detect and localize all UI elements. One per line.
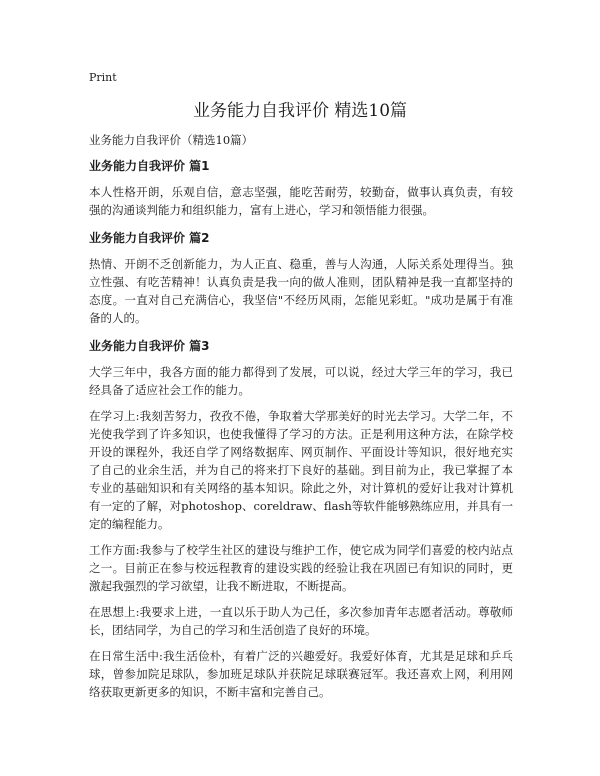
document-content [89,131,513,711]
section-heading: 业务能力自我评价 篇1 [89,159,210,173]
paragraph: 本人性格开朗，乐观自信，意志坚强，能吃苦耐劳，较勤奋，做事认真负责，有较强的沟通谈判能力和组织能力，富有上进心，学习和领悟能力很强。 [89,185,513,217]
paragraph: 大学三年中，我各方面的能力都得到了发展，可以说，经过大学三年的学习，我已经具备了适应社会工作的能力。 [89,365,513,397]
section-heading: 业务能力自我评价 篇3 [89,339,210,353]
print-label: Print [89,71,117,84]
section-heading: 业务能力自我评价 篇2 [89,231,210,245]
section-3 [89,337,513,701]
paragraph: 在日常生活中:我生活俭朴，有着广泛的兴趣爱好。我爱好体育，尤其是足球和乒乓球，曾参加院足球队，参加班足球队并获院足球联赛冠军。我还喜欢上网，利用网络获取更新更多的知识，不断丰富和完善自己。 [89,649,513,699]
section-2 [89,229,513,327]
section-1 [89,157,513,219]
paragraph: 热情、开朗不乏创新能力，为人正直、稳重，善与人沟通，人际关系处理得当。独立性强、有吃苦精神！认真负责是我一向的做人准则，团队精神是我一直都坚持的态度。一直对自己充满信心，我坚信"不经历风雨，怎能见彩虹。"成功是属于有准备的人的。 [89,257,513,325]
paragraph: 在学习上:我刻苦努力，孜孜不倦，争取着大学那美好的时光去学习。大学二年，不光使我学到了许多知识，也使我懂得了学习的方法。正是利用这种方法，在除学校开设的课程外，我还自学了网络数据库、网页制作、平面设计等知识，很好地充实了自己的业余生活，并为自己的将来打下良好的基础。到目前为止，我已掌握了本专业的基础知识和有关网络的基本知识。除此之外，对计算机的爱好让我对计算机有一定的了解，对photoshop、coreldraw、flash等软件能够熟练应用，并具有一定的编程能力。 [89,409,513,531]
paragraph: 在思想上:我要求上进，一直以乐于助人为己任，多次参加青年志愿者活动。尊敬师长，团结同学，为自己的学习和生活创造了良好的环境。 [89,605,513,637]
page-title: 业务能力自我评价 精选10篇 [192,101,408,121]
paragraph: 工作方面:我参与了校学生社区的建设与维护工作，使它成为同学们喜爱的校内站点之一。目前正在参与校远程教育的建设实践的经验让我在巩固已有知识的同时，更激起我强烈的学习欲望，让我不断进取，不断提高。 [89,543,513,593]
document-subtitle: 业务能力自我评价（精选10篇） [89,133,254,147]
